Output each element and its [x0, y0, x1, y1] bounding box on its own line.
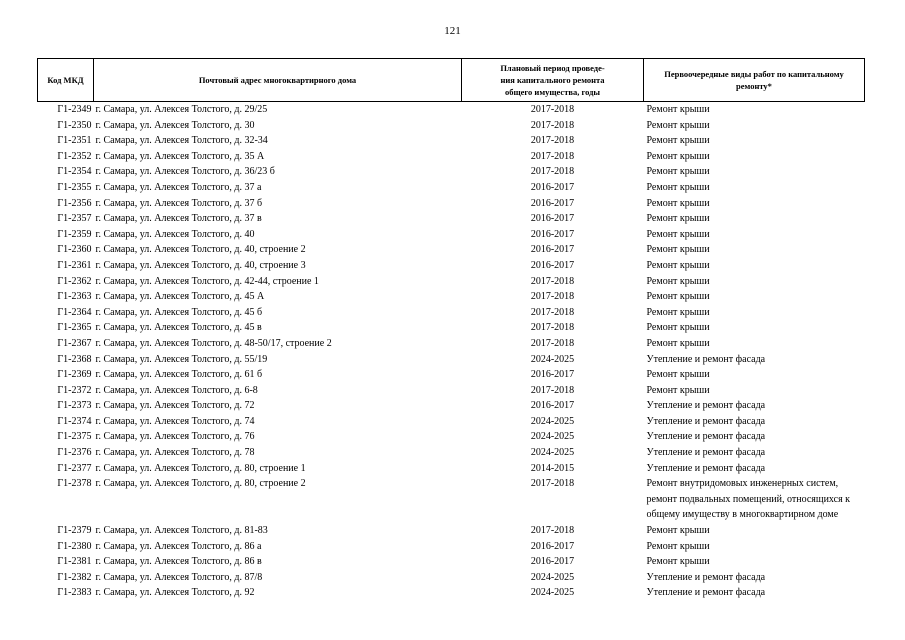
cell-address: г. Самара, ул. Алексея Толстого, д. 42-44, строение 1: [95, 275, 319, 287]
works-line: общему имуществу в многоквартирном доме: [646, 509, 839, 521]
cell-address: г. Самара, ул. Алексея Толстого, д. 76: [95, 431, 255, 443]
cell-code: Г1-2362: [57, 275, 92, 287]
cell-period: 2024-2025: [530, 571, 575, 583]
table-row: [38, 227, 865, 243]
cell-works: [644, 118, 865, 134]
cell-code: Г1-2354: [57, 166, 92, 178]
cell-period: 2016-2017: [530, 259, 575, 271]
cell-code: Г1-2368: [57, 353, 92, 365]
table-row: [38, 461, 865, 477]
table-row: [38, 476, 865, 523]
cell-works: [644, 227, 865, 243]
cell-period: 2024-2025: [530, 431, 575, 443]
cell-period: 2016-2017: [530, 540, 575, 552]
cell-period: 2017-2018: [530, 525, 575, 537]
cell-address: г. Самара, ул. Алексея Толстого, д. 86 в: [95, 556, 262, 568]
cell-code: Г1-2350: [57, 119, 92, 131]
works-line: Ремонт крыши: [646, 291, 710, 303]
cell-period: 2017-2018: [530, 478, 575, 490]
table-row: [38, 445, 865, 461]
cell-address: г. Самара, ул. Алексея Толстого, д. 6-8: [95, 384, 258, 396]
cell-address: г. Самара, ул. Алексея Толстого, д. 37 а: [95, 181, 262, 193]
cell-address: г. Самара, ул. Алексея Толстого, д. 92: [95, 587, 255, 599]
cell-address: г. Самара, ул. Алексея Толстого, д. 74: [95, 415, 255, 427]
works-line: Ремонт крыши: [646, 322, 710, 334]
cell-works: [644, 211, 865, 227]
cell-code: Г1-2357: [57, 213, 92, 225]
cell-period: 2024-2025: [530, 587, 575, 599]
works-line: Ремонт крыши: [646, 197, 710, 209]
table-row: [38, 133, 865, 149]
cell-works: [644, 180, 865, 196]
works-line: Ремонт внутридомовых инженерных систем,: [646, 478, 839, 490]
cell-period: 2016-2017: [530, 369, 575, 381]
table-row: [38, 211, 865, 227]
cell-period: 2017-2018: [530, 275, 575, 287]
cell-works: [644, 289, 865, 305]
table-row: [38, 429, 865, 445]
cell-address: г. Самара, ул. Алексея Толстого, д. 72: [95, 400, 255, 412]
cell-works: [644, 523, 865, 539]
cell-works: [644, 445, 865, 461]
cell-works: [644, 196, 865, 212]
cell-works: [644, 133, 865, 149]
works-line: Ремонт крыши: [646, 306, 710, 318]
cell-works: [644, 476, 865, 523]
cell-code: Г1-2381: [57, 556, 92, 568]
works-line: Ремонт крыши: [646, 540, 710, 552]
cell-works: [644, 414, 865, 430]
cell-address: г. Самара, ул. Алексея Толстого, д. 30: [95, 119, 255, 131]
works-line: Утепление и ремонт фасада: [646, 571, 766, 583]
cell-works: [644, 149, 865, 165]
table-row: [38, 320, 865, 336]
cell-code: Г1-2374: [57, 415, 92, 427]
cell-works: [644, 242, 865, 258]
cell-works: [644, 336, 865, 352]
cell-works: [644, 274, 865, 290]
cell-address: г. Самара, ул. Алексея Толстого, д. 86 а: [95, 540, 262, 552]
cell-period: 2017-2018: [530, 104, 575, 115]
cell-works: [644, 102, 865, 118]
cell-works: [644, 585, 865, 601]
works-line: Утепление и ремонт фасада: [646, 587, 766, 599]
table-row: [38, 118, 865, 134]
table-row: [38, 585, 865, 601]
cell-address: г. Самара, ул. Алексея Толстого, д. 37 в: [95, 213, 262, 225]
works-line: Ремонт крыши: [646, 369, 710, 381]
table-row: [38, 383, 865, 399]
table-row: [38, 102, 865, 118]
works-line: Утепление и ремонт фасада: [646, 400, 766, 412]
cell-period: 2016-2017: [530, 197, 575, 209]
table-row: [38, 398, 865, 414]
cell-code: Г1-2349: [57, 104, 92, 115]
header-period-line: ния капитального ремонта: [500, 75, 605, 85]
header-address: Почтовый адрес многоквартирного дома: [94, 59, 462, 102]
table-row: [38, 258, 865, 274]
cell-works: [644, 164, 865, 180]
table-row: [38, 523, 865, 539]
works-line: Утепление и ремонт фасада: [646, 431, 766, 443]
works-line: Ремонт крыши: [646, 556, 710, 568]
cell-address: г. Самара, ул. Алексея Толстого, д. 40, строение 2: [95, 244, 306, 256]
cell-address: г. Самара, ул. Алексея Толстого, д. 48-50/17, строение 2: [95, 337, 332, 349]
cell-code: Г1-2364: [57, 306, 92, 318]
works-line: Утепление и ремонт фасада: [646, 462, 766, 474]
works-line: Ремонт крыши: [646, 384, 710, 396]
table-row: [38, 539, 865, 555]
table-row: [38, 149, 865, 165]
works-line: Ремонт крыши: [646, 181, 710, 193]
cell-period: 2017-2018: [530, 306, 575, 318]
cell-code: Г1-2355: [57, 181, 92, 193]
cell-address: г. Самара, ул. Алексея Толстого, д. 37 б: [95, 197, 263, 209]
cell-code: Г1-2373: [57, 400, 92, 412]
header-code: Код МКД: [38, 59, 94, 102]
cell-period: 2016-2017: [530, 400, 575, 412]
cell-code: Г1-2369: [57, 369, 92, 381]
cell-code: Г1-2378: [57, 478, 92, 490]
cell-period: 2017-2018: [530, 322, 575, 334]
works-line: Ремонт крыши: [646, 213, 710, 225]
cell-code: Г1-2352: [57, 150, 92, 162]
cell-address: г. Самара, ул. Алексея Толстого, д. 87/8: [95, 571, 263, 583]
cell-code: Г1-2372: [57, 384, 92, 396]
cell-period: 2017-2018: [530, 150, 575, 162]
header-period-line: общего имущества, годы: [504, 87, 601, 97]
table-row: [38, 289, 865, 305]
table-row: [38, 274, 865, 290]
works-line: Ремонт крыши: [646, 275, 710, 287]
cell-works: [644, 258, 865, 274]
cell-code: Г1-2363: [57, 291, 92, 303]
cell-code: Г1-2382: [57, 571, 92, 583]
cell-address: г. Самара, ул. Алексея Толстого, д. 36/23 б: [95, 166, 275, 178]
cell-works: [644, 383, 865, 399]
cell-period: 2017-2018: [530, 166, 575, 178]
cell-code: Г1-2360: [57, 244, 92, 256]
works-line: Ремонт крыши: [646, 525, 710, 537]
cell-works: [644, 539, 865, 555]
cell-period: 2016-2017: [530, 244, 575, 256]
works-line: Ремонт крыши: [646, 259, 710, 271]
cell-address: г. Самара, ул. Алексея Толстого, д. 61 б: [95, 369, 263, 381]
works-line: Утепление и ремонт фасада: [646, 353, 766, 365]
cell-address: г. Самара, ул. Алексея Толстого, д. 45 А: [95, 291, 265, 303]
cell-period: 2024-2025: [530, 415, 575, 427]
table-row: [38, 180, 865, 196]
cell-works: [644, 461, 865, 477]
cell-code: Г1-2365: [57, 322, 92, 334]
cell-code: Г1-2379: [57, 525, 92, 537]
table-row: [38, 570, 865, 586]
cell-period: 2016-2017: [530, 181, 575, 193]
cell-address: г. Самара, ул. Алексея Толстого, д. 81-83: [95, 525, 268, 537]
cell-code: Г1-2351: [57, 135, 92, 147]
cell-period: 2024-2025: [530, 447, 575, 459]
works-line: Ремонт крыши: [646, 135, 710, 147]
cell-period: 2017-2018: [530, 384, 575, 396]
cell-address: г. Самара, ул. Алексея Толстого, д. 35 А: [95, 150, 265, 162]
table-row: [38, 336, 865, 352]
cell-address: г. Самара, ул. Алексея Толстого, д. 55/19: [95, 353, 268, 365]
cell-period: 2016-2017: [530, 556, 575, 568]
works-line: Ремонт крыши: [646, 228, 710, 240]
cell-works: [644, 398, 865, 414]
works-line: Ремонт крыши: [646, 166, 710, 178]
cell-code: Г1-2356: [57, 197, 92, 209]
cell-works: [644, 305, 865, 321]
page-number: 121: [444, 25, 461, 37]
works-line: Ремонт крыши: [646, 337, 710, 349]
cell-code: Г1-2376: [57, 447, 92, 459]
header-works-line: Первоочередные виды работ по капитальному: [664, 69, 844, 79]
works-line: Ремонт крыши: [646, 119, 710, 131]
works-line: Ремонт крыши: [646, 104, 710, 115]
cell-address: г. Самара, ул. Алексея Толстого, д. 80, строение 2: [95, 478, 306, 490]
cell-address: г. Самара, ул. Алексея Толстого, д. 45 б: [95, 306, 263, 318]
cell-period: 2017-2018: [530, 291, 575, 303]
table-row: [38, 414, 865, 430]
header-period: [462, 59, 644, 102]
header-works: [644, 59, 865, 102]
cell-works: [644, 352, 865, 368]
cell-period: 2017-2018: [530, 135, 575, 147]
cell-code: Г1-2377: [57, 462, 92, 474]
table-row: [38, 196, 865, 212]
cell-address: г. Самара, ул. Алексея Толстого, д. 78: [95, 447, 255, 459]
cell-address: г. Самара, ул. Алексея Толстого, д. 32-34: [95, 135, 268, 147]
table-row: [38, 367, 865, 383]
cell-works: [644, 570, 865, 586]
cell-address: г. Самара, ул. Алексея Толстого, д. 45 в: [95, 322, 262, 334]
cell-address: г. Самара, ул. Алексея Толстого, д. 80, строение 1: [95, 462, 306, 474]
cell-works: [644, 367, 865, 383]
table-row: [38, 242, 865, 258]
cell-works: [644, 554, 865, 570]
cell-code: Г1-2383: [57, 587, 92, 599]
cell-period: 2016-2017: [530, 213, 575, 225]
cell-code: Г1-2375: [57, 431, 92, 443]
cell-code: Г1-2380: [57, 540, 92, 552]
table-body: [38, 102, 865, 602]
header-period-line: Плановый период проведе-: [500, 63, 605, 73]
cell-address: г. Самара, ул. Алексея Толстого, д. 29/25: [95, 104, 268, 115]
table-row: [38, 305, 865, 321]
cell-period: 2017-2018: [530, 119, 575, 131]
cell-address: г. Самара, ул. Алексея Толстого, д. 40: [95, 228, 255, 240]
cell-period: 2024-2025: [530, 353, 575, 365]
repair-schedule-table: [37, 58, 865, 601]
works-line: ремонт подвальных помещений, относящихся к: [646, 493, 851, 505]
table-row: [38, 554, 865, 570]
cell-period: 2014-2015: [530, 462, 575, 474]
table-row: [38, 352, 865, 368]
works-line: Утепление и ремонт фасада: [646, 415, 766, 427]
cell-period: 2017-2018: [530, 337, 575, 349]
works-line: Утепление и ремонт фасада: [646, 447, 766, 459]
header-works-line: ремонту*: [736, 81, 772, 91]
cell-code: Г1-2361: [57, 259, 92, 271]
cell-works: [644, 429, 865, 445]
cell-code: Г1-2359: [57, 228, 92, 240]
cell-code: Г1-2367: [57, 337, 92, 349]
cell-works: [644, 320, 865, 336]
works-line: Ремонт крыши: [646, 150, 710, 162]
table-header: [38, 59, 865, 102]
cell-period: 2016-2017: [530, 228, 575, 240]
table-row: [38, 164, 865, 180]
works-line: Ремонт крыши: [646, 244, 710, 256]
cell-address: г. Самара, ул. Алексея Толстого, д. 40, строение 3: [95, 259, 306, 271]
